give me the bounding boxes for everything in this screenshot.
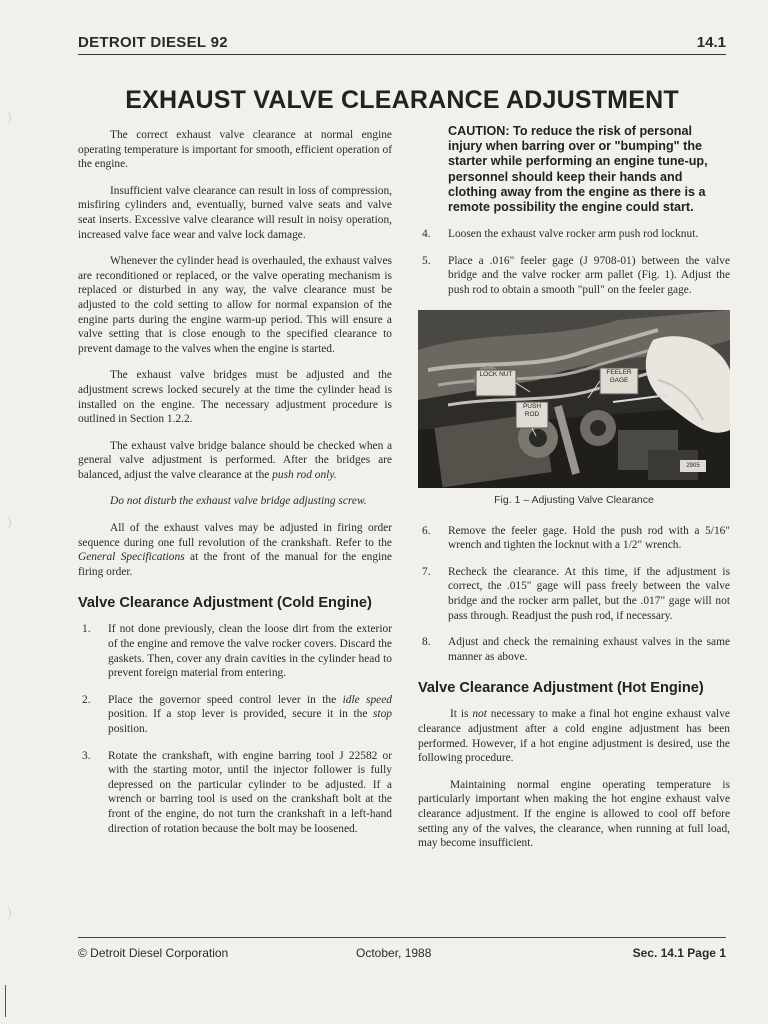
figure-label-push-rod: PUSH ROD <box>522 402 542 418</box>
section-heading-cold: Valve Clearance Adjustment (Cold Engine) <box>78 595 372 612</box>
page-header <box>78 34 726 54</box>
step-item <box>418 565 730 623</box>
step-text: If not done previously, clean the loose dirt from the exterior of the engine and remove the valve rocker covers. Discard the gaskets. Then, cover any drain cavities in the cylinder head to prevent foreign material from entering. <box>108 623 392 680</box>
emphasis: General Specifications <box>78 551 185 564</box>
emphasis: not <box>472 708 487 721</box>
emphasis: idle speed <box>342 693 392 706</box>
emphasis: Do not disturb the exhaust valve bridge adjusting screw. <box>110 495 367 508</box>
paragraph <box>78 521 392 579</box>
step-number: 5. <box>422 254 431 267</box>
binding-hole <box>0 110 11 126</box>
text-run: All of the exhaust valves may be adjusted in firing order sequence during one full revolution of the crankshaft. Refer to the <box>78 522 392 549</box>
step-text: Loosen the exhaust valve rocker arm push rod locknut. <box>448 228 699 241</box>
text-run: position. <box>108 723 148 735</box>
scan-edge-mark <box>5 985 6 1017</box>
paragraph: The correct exhaust valve clearance at normal engine operating temperature is important for smooth, efficient operation of the engine. <box>78 129 392 171</box>
step-text: Recheck the clearance. At this time, if the adjustment is correct, the .015" gage will pass freely between the valve bridge and the rocker arm pallet, but the .017" gage will not pass through. Readjust the push rod, if necessary. <box>448 565 730 622</box>
step-item <box>418 254 730 298</box>
page-title: EXHAUST VALVE CLEARANCE ADJUSTMENT <box>125 86 679 114</box>
page-footer <box>78 946 726 964</box>
caution-notice: CAUTION: To reduce the risk of personal injury when barring over or "bumping" the starter while performing an engine tune-up, personnel should keep their hands and clothing away from the engine as there is a remote possibility the engine could start. <box>448 124 708 215</box>
section-heading-hot: Valve Clearance Adjustment (Hot Engine) <box>418 680 704 697</box>
step-number: 6. <box>422 524 431 537</box>
binding-hole <box>0 515 11 531</box>
text-run: The exhaust valve bridge balance should be checked when a general valve adjustment is performed. After the bridges are balanced, adjust the valve clearance at the <box>78 439 392 481</box>
figure-tag: 2905 <box>686 462 700 469</box>
section-number: 14.1 <box>696 34 726 51</box>
paragraph: Whenever the cylinder head is overhauled, the exhaust valves are reconditioned or replaced, or the valve operating mechanism is replaced or disturbed in any way, the valve clearance must be adjusted to the cold setting to allow for normal expansion of the engine parts during the engine warm-up period. This will ensure a valve setting that is close enough to the specified clearance to prevent damage to the valves when the engine is started. <box>78 255 392 355</box>
binding-hole <box>0 905 11 921</box>
step-text: Place a .016" feeler gage (J 9708-01) between the valve bridge and the valve rocker arm pallet (Fig. 1). Adjust the push rod to obtain a smooth "pull" on the feeler gage. <box>448 254 730 296</box>
step-text: Rotate the crankshaft, with engine barring tool J 22582 or with the starting motor, until the injector follower is fully depressed on the particular cylinder to be adjusted. If a wrench or barring tool is used on the crankshaft bolt at the front of the engine, do not turn the crankshaft in a left-hand direction of rotation because the bolt may be loosened. <box>108 749 392 835</box>
paragraph <box>418 707 730 765</box>
step-number: 7. <box>422 565 431 578</box>
step-item <box>418 524 730 553</box>
figure-photo <box>418 310 730 488</box>
manual-title: DETROIT DIESEL 92 <box>78 34 228 51</box>
emphasis: push rod only. <box>272 468 337 481</box>
emphasis: stop <box>373 708 392 721</box>
step-text <box>108 693 392 737</box>
step-number: 4. <box>422 228 431 241</box>
step-item <box>78 622 392 680</box>
figure-caption: Fig. 1 – Adjusting Valve Clearance <box>494 493 654 506</box>
step-number: 2. <box>82 693 91 706</box>
paragraph <box>78 439 392 483</box>
text-run: Place the governor speed control lever in the <box>108 693 343 706</box>
right-column <box>418 124 730 863</box>
figure-label-feeler-gage: FEELER GAGE <box>606 368 632 384</box>
text-run: necessary to make a final hot engine exhaust valve clearance adjustment after a cold engine adjustment has been performed. However, if a hot engine adjustment is desired, use the following procedure. <box>418 708 730 765</box>
paragraph-italic <box>78 494 392 509</box>
publication-date: October, 1988 <box>356 946 432 960</box>
page-number: Sec. 14.1 Page 1 <box>632 946 726 960</box>
paragraph: The exhaust valve bridges must be adjusted and the adjustment screws locked securely at the time the cylinder head is installed on the engine. The necessary adjustment procedure is outlined in Section 1.2.2. <box>78 369 392 426</box>
left-column <box>78 124 392 848</box>
footer-rule <box>78 937 726 938</box>
step-text: Adjust and check the remaining exhaust valves in the same manner as above. <box>448 636 730 663</box>
step-number: 8. <box>422 636 431 649</box>
step-text: Remove the feeler gage. Hold the push rod with a 5/16" wrench and tighten the locknut with a 1/2" wrench. <box>448 524 730 552</box>
text-run: position. If a stop lever is provided, secure it in the <box>108 708 373 721</box>
text-run: at the front of the manual for the engine firing order. <box>78 551 392 578</box>
step-item <box>418 227 730 242</box>
paragraph: Maintaining normal engine operating temperature is particularly important when making the hot engine exhaust valve clearance adjustment. If the engine is allowed to cool off before setting any of the valves, the clearance, when running at full load, may become insufficient. <box>418 778 730 850</box>
step-item <box>418 635 730 664</box>
copyright: © Detroit Diesel Corporation <box>78 946 229 960</box>
figure-label-locknut: LOCK NUT <box>479 370 513 378</box>
step-number: 3. <box>82 749 91 762</box>
header-rule <box>78 54 726 55</box>
step-item <box>78 693 392 737</box>
step-number: 1. <box>82 623 91 636</box>
step-item <box>78 749 392 837</box>
text-run: It is <box>450 708 473 721</box>
paragraph: Insufficient valve clearance can result in loss of compression, misfiring cylinders and, eventually, burned valve seats and valve seat inserts. Excessive valve clearance will result in noisy operation, increased valve face wear and valve lock damage. <box>78 184 392 241</box>
